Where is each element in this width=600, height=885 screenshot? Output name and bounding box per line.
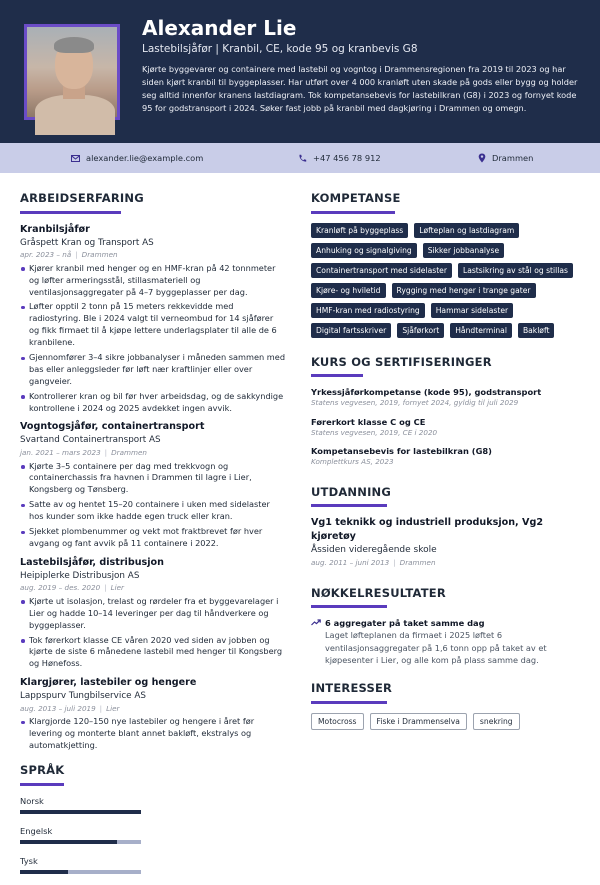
skill-tag: Kjøre- og hviletid xyxy=(311,283,386,298)
skills-tags xyxy=(311,223,581,338)
job-title: Klargjører, lastebiler og hengere xyxy=(20,677,197,689)
heading-underline xyxy=(311,211,395,214)
language-name: Tysk xyxy=(20,855,38,866)
language-item xyxy=(20,825,285,844)
job-entry xyxy=(20,676,285,752)
heading-underline xyxy=(311,701,387,704)
course-meta: Komplettkurs AS, 2023 xyxy=(311,457,394,467)
language-level-track xyxy=(20,810,141,814)
list-item: Satte av og hentet 15–20 containere i uken med sidelaster hos kunder som ikke hadde egen truck eller kran. xyxy=(20,499,285,523)
language-item xyxy=(20,795,285,814)
contact-location xyxy=(478,152,533,164)
education-heading: UTDANNING xyxy=(311,484,392,499)
skill-tag: Digital fartsskriver xyxy=(311,323,391,338)
interest-tag: Fiske i Drammenselva xyxy=(370,713,467,730)
experience-list xyxy=(20,223,285,752)
job-subtitle: Lastebilsjåfør | Kranbil, CE, kode 95 og kranbevis G8 xyxy=(142,43,418,55)
job-title: Lastebilsjåfør, distribusjon xyxy=(20,556,164,568)
resume-header xyxy=(0,0,600,143)
list-item: Sjekket plombenummer og vekt mot fraktbrevet før hver avgang og fant avvik på 11 containere i 2022. xyxy=(20,526,285,550)
achievement-title: 6 aggregater på taket samme dag xyxy=(325,618,485,629)
list-item: Kjørte ut isolasjon, trelast og rørdeler fra et byggevarelager i Lier og hadde 10–14 leveringer per dag til håndverkere og byggeplasser. xyxy=(20,596,285,632)
language-item xyxy=(20,855,285,874)
heading-underline xyxy=(311,374,363,377)
skills-heading: KOMPETANSE xyxy=(311,191,401,205)
languages-heading: SPRÅK xyxy=(20,762,65,777)
achievements-heading: NØKKELRESULTATER xyxy=(311,585,446,600)
job-title: Vogntogsjåfør, containertransport xyxy=(20,421,205,433)
trend-up-icon xyxy=(311,617,325,666)
skill-tag: Containertransport med sidelaster xyxy=(311,263,452,278)
email-text: alexander.lie@example.com xyxy=(86,153,204,163)
job-meta: aug. 2019 – des. 2020 | Lier xyxy=(20,583,124,593)
job-bullets xyxy=(20,716,285,752)
achievement-desc: Laget løfteplanen da firmaet i 2025 løftet 6 ventilasjonsaggregater på 1,6 tonn opp på taket av et kjøpesenter i Lier, og alle kom på plass samme dag. xyxy=(325,630,547,665)
skill-tag: Sikker jobbanalyse xyxy=(423,243,504,258)
list-item: Tok førerkort klasse CE våren 2020 ved siden av jobben og kjørte de siste 6 månedene lastebil med henger til Kongsberg og Hønefoss. xyxy=(20,635,285,671)
heading-underline xyxy=(311,504,387,507)
job-entry xyxy=(20,223,285,415)
language-name: Norsk xyxy=(20,795,44,806)
experience-heading: ARBEIDSERFARING xyxy=(20,191,144,205)
course-title: Yrkessjåførkompetanse (kode 95), godstransport xyxy=(311,387,542,398)
skill-tag: Sjåførkort xyxy=(397,323,444,338)
skill-tag: Håndterminal xyxy=(450,323,512,338)
job-company: Heipiplerke Distribusjon AS xyxy=(20,570,140,581)
heading-underline xyxy=(311,605,387,608)
job-company: Svartand Containertransport AS xyxy=(20,435,161,446)
language-level-track xyxy=(20,870,141,874)
job-title: Kranbilsjåfør xyxy=(20,223,90,235)
course-item xyxy=(311,416,581,438)
course-meta: Statens vegvesen, 2019, CE i 2020 xyxy=(311,427,438,437)
course-meta: Statens vegvesen, 2019, fornyet 2024, gyldig til juli 2029 xyxy=(311,398,519,408)
job-company: Lappspurv Tungbilservice AS xyxy=(20,691,146,702)
contact-phone[interactable] xyxy=(298,152,381,164)
mail-icon xyxy=(71,155,80,162)
job-meta: aug. 2013 – juli 2019 | Lier xyxy=(20,703,120,713)
full-name: Alexander Lie xyxy=(142,16,297,40)
job-bullets xyxy=(20,596,285,670)
interests-heading: INTERESSER xyxy=(311,681,393,696)
right-column xyxy=(311,190,581,730)
phone-text: +47 456 78 912 xyxy=(313,153,381,163)
job-company: Gråspett Kran og Transport AS xyxy=(20,237,154,248)
phone-icon xyxy=(298,154,307,163)
education-school: Åssiden videregående skole xyxy=(311,545,437,556)
job-bullets xyxy=(20,461,285,550)
course-title: Førerkort klasse C og CE xyxy=(311,416,426,427)
contact-bar xyxy=(0,143,600,173)
language-level-fill xyxy=(20,840,117,844)
job-meta: apr. 2023 – nå | Drammen xyxy=(20,250,118,260)
interest-tag: Motocross xyxy=(311,713,364,730)
skill-tag: Bakløft xyxy=(518,323,555,338)
skill-tag: Hammar sidelaster xyxy=(431,303,513,318)
profile-photo xyxy=(24,24,120,120)
list-item: Gjennomfører 3–4 sikre jobbanalyser i måneden sammen med bas eller anleggsleder før løft nær kraftlinjer eller over gangveier. xyxy=(20,352,285,388)
education-meta: aug. 2011 – juni 2013 | Drammen xyxy=(311,558,436,568)
skill-tag: Anhuking og signalgiving xyxy=(311,243,417,258)
language-level-track xyxy=(20,840,141,844)
education-degree: Vg1 teknikk og industriell produksjon, Vg2 kjøretøy xyxy=(311,517,543,543)
skill-tag: HMF-kran med radiostyring xyxy=(311,303,425,318)
skill-tag: Kranløft på byggeplass xyxy=(311,223,408,238)
heading-underline xyxy=(20,211,121,214)
contact-email[interactable] xyxy=(71,152,203,164)
list-item: Kjører kranbil med henger og en HMF-kran på 42 tonnmeter og løfter armeringsstål, stillasmateriell og ventilasjonsaggregater på 4–7 byggeplasser per dag. xyxy=(20,263,285,299)
left-column xyxy=(20,190,285,885)
skill-tag: Rygging med henger i trange gater xyxy=(392,283,536,298)
job-bullets xyxy=(20,263,285,415)
job-entry xyxy=(20,556,285,670)
language-level-fill xyxy=(20,870,68,874)
list-item: Kontrollerer kran og bil før hver arbeidsdag, og de sakkyndige kontrollene i 2024 og 2025 avdekket ingen avvik. xyxy=(20,391,285,415)
course-title: Kompetansebevis for lastebilkran (G8) xyxy=(311,446,492,457)
interest-tag: snekring xyxy=(473,713,520,730)
skill-tag: Lastsikring av stål og stillas xyxy=(458,263,573,278)
list-item: Løfter opptil 2 tonn på 15 meters rekkevidde med radiostyring. Ble i 2024 valgt til verneombud for 14 sjåfører og fikk firmaet til å kjøpe lettere underlagsplater til alle de 6 kranbilene. xyxy=(20,301,285,349)
list-item: Kjørte 3–5 containere per dag med trekkvogn og containerchassis fra havnen i Drammen til lagre i Lier, Kongsberg og Tønsberg. xyxy=(20,461,285,497)
language-name: Engelsk xyxy=(20,825,53,836)
achievement-item xyxy=(311,617,581,666)
language-level-fill xyxy=(20,810,141,814)
course-item xyxy=(311,445,581,467)
location-text: Drammen xyxy=(492,153,534,163)
skill-tag: Løfteplan og lastdiagram xyxy=(414,223,519,238)
heading-underline xyxy=(20,783,64,786)
job-meta: jan. 2021 – mars 2023 | Drammen xyxy=(20,448,147,458)
job-entry xyxy=(20,420,285,549)
list-item: Klargjorde 120–150 nye lastebiler og hengere i året før levering og monterte blant annet bakløft, ekstralys og automatkjetting. xyxy=(20,716,285,752)
course-item xyxy=(311,386,581,408)
interests-list xyxy=(311,713,581,730)
courses-heading: KURS OG SERTIFISERINGER xyxy=(311,354,492,369)
profile-summary: Kjørte byggevarer og containere med lastebil og vogntog i Drammensregionen fra 2019 til 2023 og har siden kjørt kranbil til byggeplasser. Har utført over 4 000 kranløft uten skade på gods eller bygg og holder seg alltid innenfor kranens lastdiagram. Tok kompetansebevis for lastebilkran (G8) i 2023 og fornyet kode 95 for godstransport i 2024. Søker fast jobb på kranbil med dagkjøring i Drammen og omegn. xyxy=(142,64,578,114)
location-pin-icon xyxy=(478,153,486,163)
